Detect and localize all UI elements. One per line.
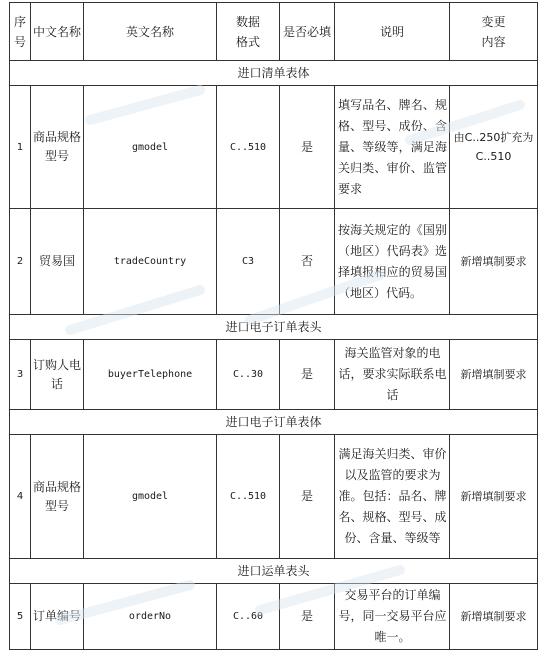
row-cn-name: 商品规格型号 (31, 435, 84, 559)
row-en-name: tradeCountry (84, 209, 217, 315)
row-seq: 1 (10, 86, 31, 209)
table-row (10, 584, 538, 650)
section-row (10, 61, 538, 86)
field-change-table (9, 2, 538, 650)
header-cn-name: 中文名称 (31, 3, 84, 61)
table-row (10, 209, 538, 315)
table-row (10, 86, 538, 209)
row-change: 新增填制要求 (450, 584, 538, 650)
row-desc: 满足海关归类、审价以及监管的要求为准。包括：品名、牌名、规格、型号、成份、含量、等级等 (335, 435, 450, 559)
row-en-name: orderNo (84, 584, 217, 650)
row-required: 是 (280, 584, 335, 650)
section-title: 进口清单表体 (10, 61, 538, 86)
table-row (10, 340, 538, 410)
header-required: 是否必填 (280, 3, 335, 61)
spec-table-container (9, 2, 537, 650)
row-en-name: buyerTelephone (84, 340, 217, 410)
row-cn-name: 订单编号 (31, 584, 84, 650)
section-title: 进口电子订单表体 (10, 410, 538, 435)
section-row (10, 410, 538, 435)
row-change: 由C..250扩充为C..510 (450, 86, 538, 209)
header-desc: 说明 (335, 3, 450, 61)
row-seq: 2 (10, 209, 31, 315)
row-format: C..30 (217, 340, 280, 410)
row-cn-name: 订购人电话 (31, 340, 84, 410)
table-row (10, 435, 538, 559)
row-format: C..510 (217, 86, 280, 209)
row-required: 是 (280, 340, 335, 410)
row-en-name: gmodel (84, 435, 217, 559)
row-required: 否 (280, 209, 335, 315)
row-seq: 3 (10, 340, 31, 410)
row-format: C..60 (217, 584, 280, 650)
row-desc: 海关监管对象的电话，要求实际联系电话 (335, 340, 450, 410)
section-title: 进口运单表头 (10, 559, 538, 584)
header-row (10, 3, 538, 61)
row-change: 新增填制要求 (450, 209, 538, 315)
header-seq: 序号 (10, 3, 31, 61)
row-cn-name: 贸易国 (31, 209, 84, 315)
header-change: 变更内容 (450, 3, 538, 61)
row-seq: 5 (10, 584, 31, 650)
row-cn-name: 商品规格型号 (31, 86, 84, 209)
row-change: 新增填制要求 (450, 435, 538, 559)
row-change: 新增填制要求 (450, 340, 538, 410)
row-required: 是 (280, 435, 335, 559)
row-format: C3 (217, 209, 280, 315)
row-desc: 按海关规定的《国别（地区）代码表》选择填报相应的贸易国（地区）代码。 (335, 209, 450, 315)
row-desc: 填写品名、牌名、规格、型号、成份、含量、等级等，满足海关归类、审价、监管要求 (335, 86, 450, 209)
row-seq: 4 (10, 435, 31, 559)
row-desc: 交易平台的订单编号，同一交易平台应唯一。 (335, 584, 450, 650)
header-format: 数据格式 (217, 3, 280, 61)
section-row (10, 559, 538, 584)
row-required: 是 (280, 86, 335, 209)
row-en-name: gmodel (84, 86, 217, 209)
header-en-name: 英文名称 (84, 3, 217, 61)
section-title: 进口电子订单表头 (10, 315, 538, 340)
section-row (10, 315, 538, 340)
row-format: C..510 (217, 435, 280, 559)
